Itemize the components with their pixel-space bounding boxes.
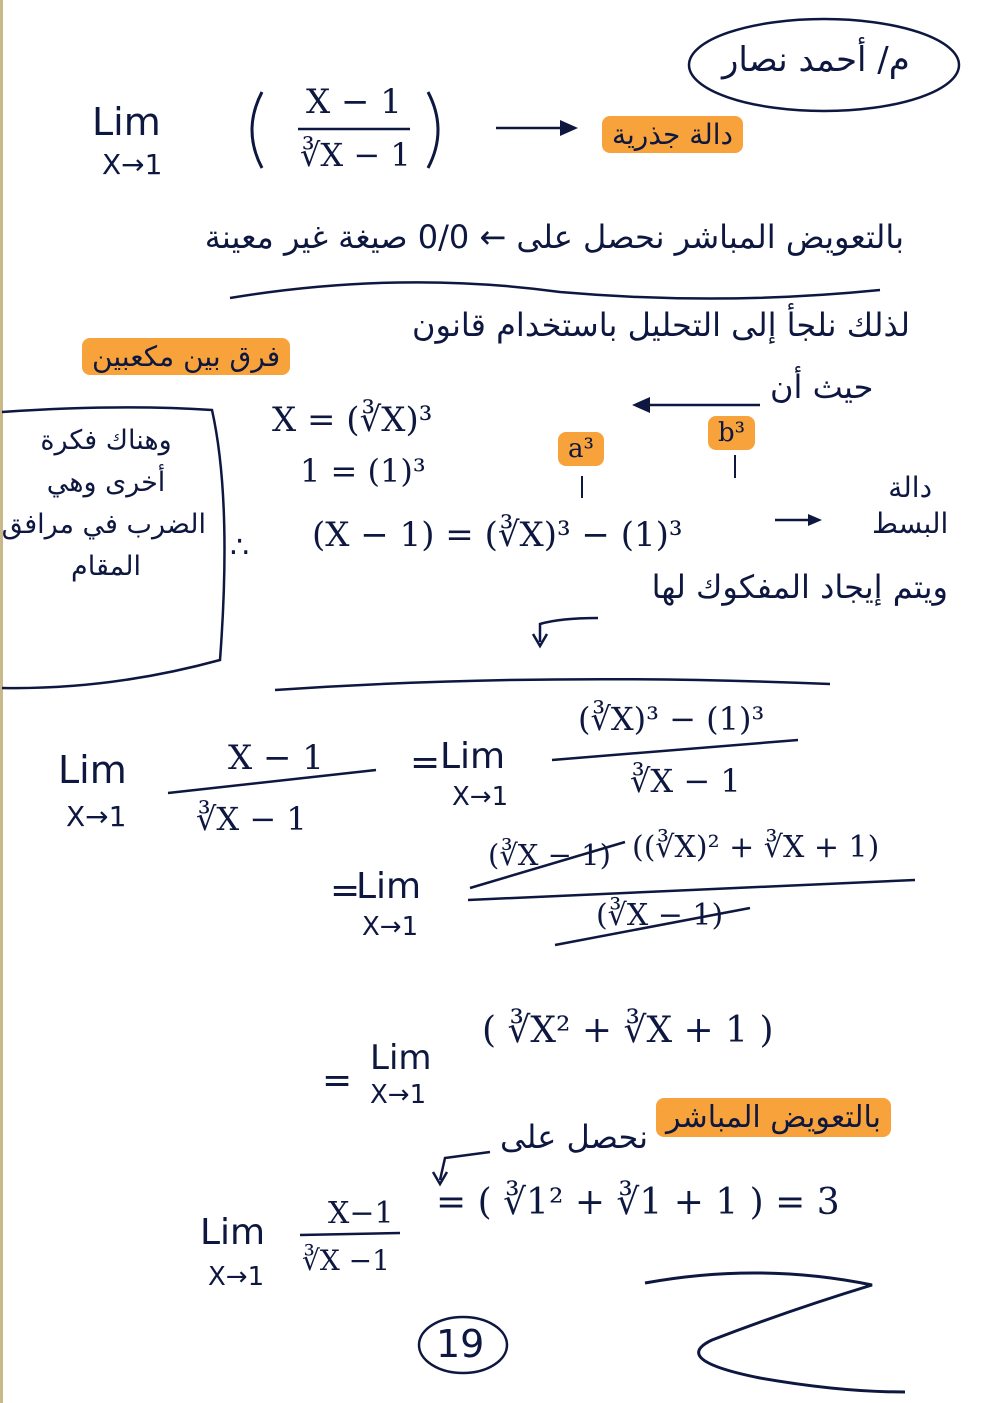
side-note-line: أخرى وهي — [46, 467, 166, 498]
arrow-where-head — [632, 397, 650, 413]
lhs-numerator: X − 1 — [228, 738, 324, 778]
limit-subscript: X→1 — [102, 148, 163, 181]
step2-lim-sub: X→1 — [362, 912, 419, 942]
limit-numerator: X − 1 — [306, 82, 402, 122]
tag-numerator-function — [872, 470, 948, 542]
final-result: = ( ∛1² + ∛1 + 1 ) = 3 — [436, 1182, 840, 1223]
arrow-sub — [440, 1152, 490, 1180]
step3-lim-word: Lim — [370, 1038, 432, 1078]
arrow-expand — [540, 618, 598, 642]
step2-numerator-cancelled: (∛X − 1) — [488, 838, 611, 872]
therefore-symbol: ∴ — [230, 530, 250, 565]
step3-eq: = — [322, 1060, 353, 1101]
limit-word: Lim — [92, 100, 161, 144]
final-fraction-bar — [300, 1233, 400, 1235]
step2-numerator-remaining: ((∛X)² + ∛X + 1) — [632, 830, 880, 865]
identity-one: 1 = (1)³ — [300, 452, 426, 490]
step-lim-sub: X→1 — [66, 800, 127, 833]
tag-numerator-line: دالة — [888, 471, 933, 504]
tag-numerator-line: البسط — [872, 507, 949, 540]
step2-lim-word: Lim — [356, 866, 422, 907]
final-lim-word: Lim — [200, 1212, 266, 1253]
wavy-underline — [230, 282, 880, 298]
step2-eq: = — [330, 870, 361, 911]
step3-expression: ( ∛X² + ∛X + 1 ) — [482, 1010, 774, 1051]
arrow-head — [560, 120, 578, 136]
tag-rational-function: دالة جذرية — [602, 116, 743, 153]
end-squiggle — [645, 1273, 905, 1392]
label-b-cubed: b³ — [708, 416, 755, 450]
lhs-denominator: ∛X − 1 — [196, 800, 307, 838]
final-lim-sub: X→1 — [208, 1262, 265, 1292]
limit-denominator: ∛X − 1 — [300, 136, 411, 174]
step3-lim-sub: X→1 — [370, 1080, 427, 1110]
tag-direct-substitution: بالتعويض المباشر — [656, 1098, 891, 1137]
paren-right — [428, 92, 438, 168]
line-direct-substitution: بالتعويض المباشر نحصل على ← 0/0 صيغة غير معينة — [204, 218, 904, 256]
step1-denominator: ∛X − 1 — [630, 762, 741, 800]
final-denominator: ∛X −1 — [302, 1244, 390, 1277]
step1-numerator: (∛X)³ − (1)³ — [578, 700, 765, 738]
final-numerator: X−1 — [328, 1196, 394, 1231]
step1-lim-sub: X→1 — [452, 782, 509, 812]
line-we-get: نحصل على — [500, 1118, 649, 1156]
side-note — [1, 420, 206, 588]
label-a-cubed: a³ — [558, 432, 604, 466]
page-number: 19 — [436, 1322, 485, 1366]
line-where: حيث أن — [770, 368, 874, 406]
author-badge: م/ أحمد نصار — [722, 40, 910, 80]
identity-x: X = (∛X)³ — [272, 400, 433, 440]
side-note-line: وهناك فكرة — [40, 425, 172, 456]
s1-fraction-bar — [552, 740, 798, 760]
s2-fraction-bar — [468, 880, 915, 900]
step-lim-word: Lim — [58, 748, 127, 792]
line-factoring: لذلك نلجأ إلى التحليل باستخدام قانون — [411, 306, 910, 344]
side-note-line: الضرب في مرافق — [1, 509, 206, 540]
arrow-numerator-head — [808, 514, 822, 526]
step1-lim-word: Lim — [440, 736, 506, 777]
step2-denominator-cancelled: (∛X − 1) — [596, 898, 724, 933]
line-expand: ويتم إيجاد المفكوك لها — [651, 568, 948, 606]
side-note-line: المقام — [71, 551, 141, 582]
paren-left — [252, 92, 262, 168]
tag-difference-of-cubes: فرق بين مكعبين — [82, 338, 290, 375]
identity-difference: (X − 1) = (∛X)³ − (1)³ — [312, 515, 683, 555]
step1-eq: = — [410, 742, 441, 783]
section-separator — [275, 679, 830, 690]
